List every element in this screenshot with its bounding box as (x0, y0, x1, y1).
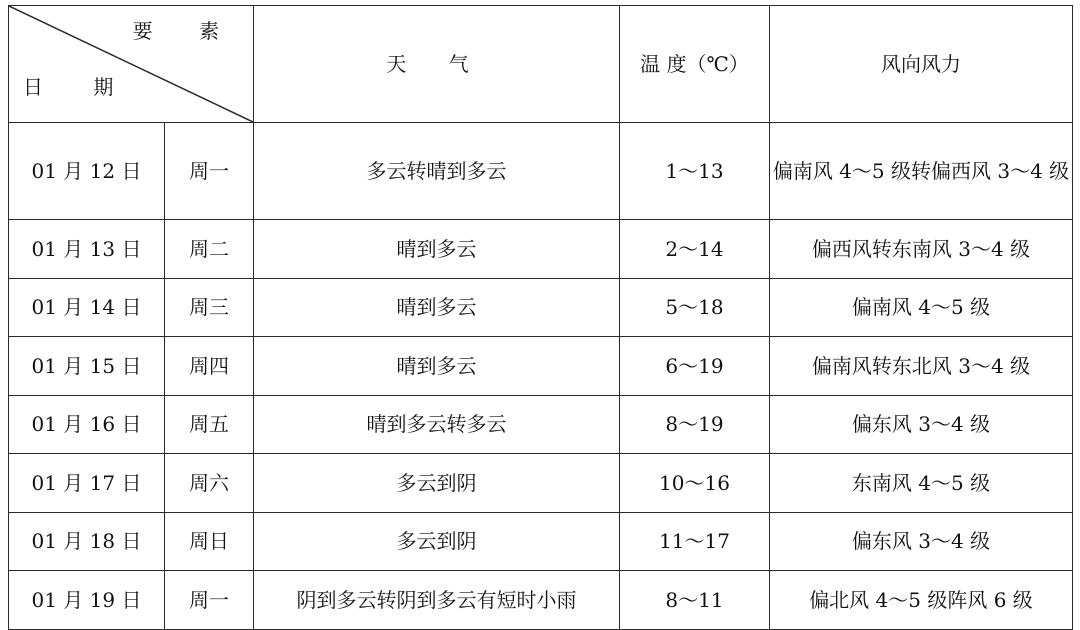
weather-cell: 多云转晴到多云 (254, 123, 620, 220)
weather-cell: 晴到多云转多云 (254, 395, 620, 454)
temp-cell: 8～19 (620, 395, 770, 454)
table-row (9, 512, 1073, 571)
date-cell: 01 月 13 日 (9, 220, 165, 279)
temp-cell: 5～18 (620, 278, 770, 337)
table-row (9, 454, 1073, 513)
date-cell: 01 月 18 日 (9, 512, 165, 571)
weather-forecast-table (8, 5, 1073, 630)
wind-cell: 东南风 4～5 级 (770, 454, 1073, 513)
temp-cell: 8～11 (620, 571, 770, 630)
weather-cell: 多云到阴 (254, 512, 620, 571)
wind-cell: 偏南风 4～5 级 (770, 278, 1073, 337)
header-row (9, 6, 1073, 123)
weather-cell: 阴到多云转阴到多云有短时小雨 (254, 571, 620, 630)
weekday-cell: 周五 (165, 395, 254, 454)
wind-cell: 偏南风 4～5 级转偏西风 3～4 级 (770, 123, 1073, 220)
weekday-cell: 周一 (165, 571, 254, 630)
wind-cell: 偏北风 4～5 级阵风 6 级 (770, 571, 1073, 630)
date-cell: 01 月 19 日 (9, 571, 165, 630)
temp-cell: 10～16 (620, 454, 770, 513)
wind-cell: 偏南风转东北风 3～4 级 (770, 337, 1073, 396)
date-label: 日 期 (23, 75, 136, 99)
temp-cell: 11～17 (620, 512, 770, 571)
wind-cell: 偏东风 3～4 级 (770, 395, 1073, 454)
wind-header: 风向风力 (770, 6, 1073, 123)
weather-cell: 晴到多云 (254, 278, 620, 337)
weekday-cell: 周二 (165, 220, 254, 279)
date-cell: 01 月 15 日 (9, 337, 165, 396)
weather-cell: 晴到多云 (254, 220, 620, 279)
temp-cell: 1～13 (620, 123, 770, 220)
weather-cell: 晴到多云 (254, 337, 620, 396)
date-cell: 01 月 14 日 (9, 278, 165, 337)
table-row (9, 123, 1073, 220)
wind-cell: 偏东风 3～4 级 (770, 512, 1073, 571)
temp-cell: 6～19 (620, 337, 770, 396)
element-label: 要 素 (132, 19, 239, 43)
weekday-cell: 周四 (165, 337, 254, 396)
table-row (9, 337, 1073, 396)
temperature-header: 温 度（℃） (620, 6, 770, 123)
table-row (9, 395, 1073, 454)
table-row (9, 571, 1073, 630)
weekday-cell: 周三 (165, 278, 254, 337)
diagonal-header-cell (9, 6, 254, 123)
weather-cell: 多云到阴 (254, 454, 620, 513)
table-row (9, 278, 1073, 337)
table-row (9, 220, 1073, 279)
temp-cell: 2～14 (620, 220, 770, 279)
weekday-cell: 周日 (165, 512, 254, 571)
date-cell: 01 月 17 日 (9, 454, 165, 513)
date-cell: 01 月 12 日 (9, 123, 165, 220)
wind-cell: 偏西风转东南风 3～4 级 (770, 220, 1073, 279)
weekday-cell: 周六 (165, 454, 254, 513)
weekday-cell: 周一 (165, 123, 254, 220)
weather-header: 天 气 (254, 6, 620, 123)
date-cell: 01 月 16 日 (9, 395, 165, 454)
